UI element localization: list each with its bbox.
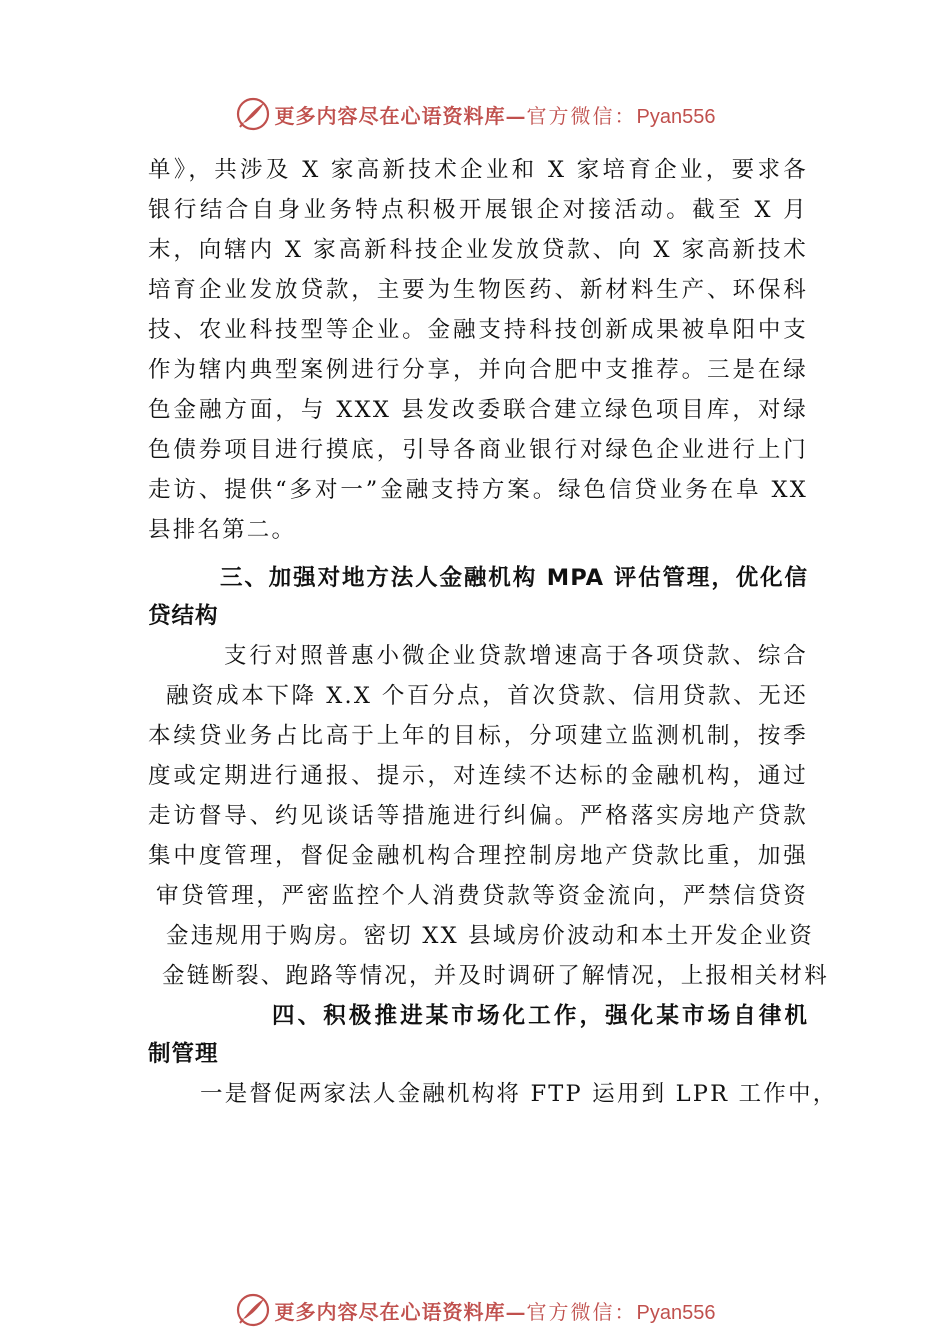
- feather-logo-icon: [235, 96, 271, 132]
- section-heading-4: 四、积极推进某市场化工作，强化某市场自律机: [272, 1003, 808, 1029]
- paragraph-line: 末，向辖内 X 家高新科技企业发放贷款、向 X 家高新技术: [148, 237, 808, 263]
- paragraph-line: 融资成本下降 X.X 个百分点，首次贷款、信用贷款、无还: [166, 683, 808, 709]
- paragraph-line: 培育企业发放贷款，主要为生物医药、新材料生产、环保科: [148, 277, 808, 303]
- paragraph-line: 支行对照普惠小微企业贷款增速高于各项贷款、综合: [224, 643, 808, 669]
- paragraph-line: 技、农业科技型等企业。金融支持科技创新成果被阜阳中支: [148, 317, 808, 343]
- paragraph-line: 一是督促两家法人金融机构将 FTP 运用到 LPR 工作中，: [200, 1081, 838, 1107]
- paragraph-line: 色金融方面，与 XXX 县发改委联合建立绿色项目库，对绿: [148, 397, 808, 423]
- paragraph-line: 银行结合自身业务特点积极开展银企对接活动。截至 X 月: [148, 197, 808, 223]
- header-watermark: [0, 94, 950, 134]
- paragraph-line: 走访督导、约见谈话等措施进行纠偏。严格落实房地产贷款: [148, 803, 808, 829]
- paragraph-line: 集中度管理，督促金融机构合理控制房地产贷款比重，加强: [148, 843, 808, 869]
- paragraph-line: 色债券项目进行摸底，引导各商业银行对绿色企业进行上门: [148, 437, 808, 463]
- paragraph-line: 本续贷业务占比高于上年的目标，分项建立监测机制，按季: [148, 723, 808, 749]
- watermark-text: 更多内容尽在心语资料库—官方微信：Pyan556: [274, 103, 716, 128]
- paragraph-line: 走访、提供“多对一”金融支持方案。绿色信贷业务在阜 XX: [148, 477, 808, 503]
- section-heading-3-cont: 贷结构: [148, 603, 219, 629]
- paragraph-line: 县排名第二。: [148, 517, 297, 543]
- paragraph-line: 金链断裂、跑路等情况，并及时调研了解情况，上报相关材料: [162, 963, 829, 989]
- watermark-text: 更多内容尽在心语资料库—官方微信：Pyan556: [274, 1299, 716, 1324]
- section-heading-3: 三、加强对地方法人金融机构 MPA 评估管理，优化信: [220, 565, 808, 591]
- paragraph-line: 审贷管理，严密监控个人消费贷款等资金流向，严禁信贷资: [156, 883, 808, 909]
- paragraph-line: 作为辖内典型案例进行分享，并向合肥中支推荐。三是在绿: [148, 357, 808, 383]
- section-heading-4-cont: 制管理: [148, 1041, 219, 1067]
- paragraph-line: 单》，共涉及 X 家高新技术企业和 X 家培育企业，要求各: [148, 157, 808, 183]
- paragraph-line: 度或定期进行通报、提示，对连续不达标的金融机构，通过: [148, 763, 808, 789]
- footer-watermark: [0, 1290, 950, 1330]
- feather-logo-icon: [235, 1292, 271, 1328]
- paragraph-line: 金违规用于购房。密切 XX 县域房价波动和本土开发企业资: [166, 923, 814, 949]
